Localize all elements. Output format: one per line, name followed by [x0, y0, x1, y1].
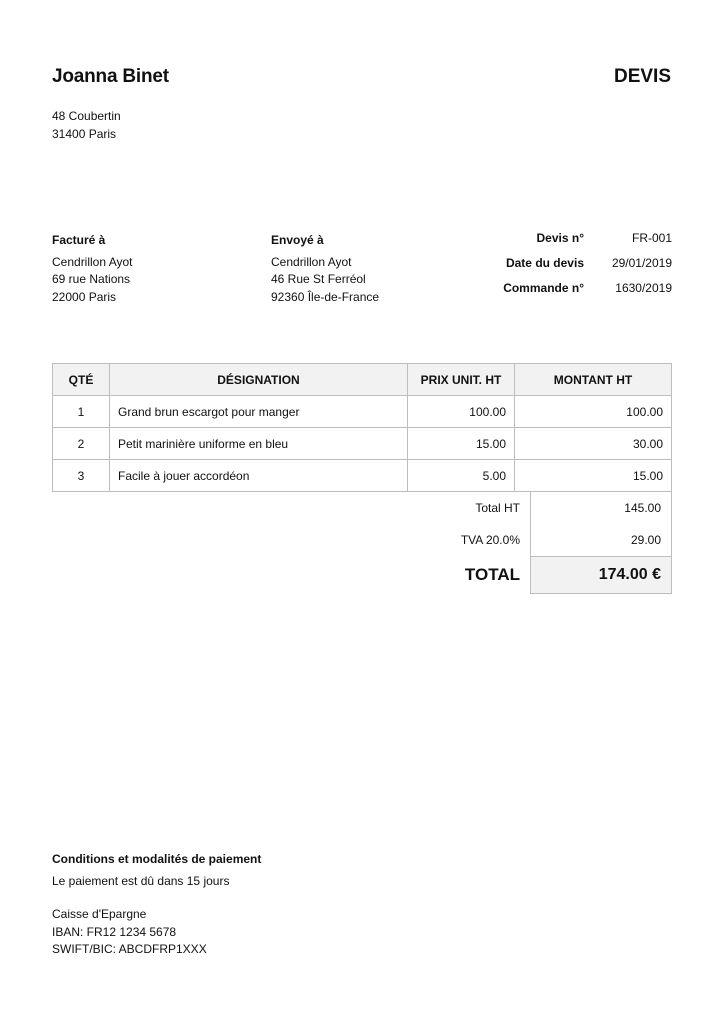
row-qty: 3	[53, 460, 110, 492]
seller-address-line1: 48 Coubertin	[52, 109, 121, 123]
bank-swift: SWIFT/BIC: ABCDFRP1XXX	[52, 942, 207, 956]
seller-address	[52, 108, 121, 143]
meta-label: Commande n°	[503, 281, 584, 295]
document-title: DEVIS	[613, 66, 671, 87]
ship-to-line2: 92360 Île-de-France	[271, 289, 380, 304]
tax-value: 29.00	[530, 524, 672, 556]
meta-value: FR-001	[631, 231, 672, 245]
table-row	[53, 428, 672, 460]
bill-to-label: Facturé à	[52, 233, 106, 247]
header-qty: QTÉ	[53, 364, 110, 396]
bank-details	[52, 906, 207, 959]
subtotal-row	[52, 492, 672, 524]
grand-total-label: TOTAL	[464, 565, 520, 584]
row-unit-price: 100.00	[408, 396, 515, 428]
bill-to-line1: 69 rue Nations	[52, 272, 131, 286]
table-row	[53, 460, 672, 492]
meta-row-order-number	[412, 281, 672, 306]
bill-to-line2: 22000 Paris	[52, 289, 117, 304]
meta-label: Date du devis	[505, 256, 584, 270]
meta-value: 1630/2019	[615, 281, 672, 295]
subtotal-label: Total HT	[475, 501, 520, 515]
header-designation: DÉSIGNATION	[110, 364, 408, 396]
tax-row	[52, 524, 672, 556]
bill-to-block	[52, 232, 133, 306]
meta-label: Devis n°	[536, 231, 584, 245]
seller-address-line2: 31400 Paris	[52, 126, 117, 141]
row-amount: 100.00	[515, 396, 672, 428]
row-amount: 30.00	[515, 428, 672, 460]
row-designation: Facile à jouer accordéon	[110, 460, 408, 492]
seller-name: Joanna Binet	[52, 66, 169, 87]
payment-terms-title: Conditions et modalités de paiement	[52, 852, 262, 866]
payment-terms-text: Le paiement est dû dans 15 jours	[52, 873, 230, 888]
totals-block	[52, 492, 672, 594]
grand-total-value: 174.00 €	[530, 556, 672, 594]
row-qty: 2	[53, 428, 110, 460]
row-qty: 1	[53, 396, 110, 428]
row-amount: 15.00	[515, 460, 672, 492]
bill-to-name: Cendrillon Ayot	[52, 254, 133, 269]
header-amount: MONTANT HT	[515, 364, 672, 396]
meta-row-quote-number	[412, 231, 672, 256]
row-designation: Petit marinière uniforme en bleu	[110, 428, 408, 460]
row-designation: Grand brun escargot pour manger	[110, 396, 408, 428]
ship-to-block	[271, 232, 379, 306]
table-header-row	[53, 364, 672, 396]
meta-row-quote-date	[412, 256, 672, 281]
payment-terms	[52, 851, 261, 890]
line-items-table	[52, 363, 672, 492]
ship-to-line1: 46 Rue St Ferréol	[271, 272, 366, 286]
bank-name: Caisse d'Epargne	[52, 907, 147, 921]
bank-iban: IBAN: FR12 1234 5678	[52, 924, 177, 939]
row-unit-price: 5.00	[408, 460, 515, 492]
ship-to-label: Envoyé à	[271, 233, 324, 247]
subtotal-value: 145.00	[530, 492, 672, 524]
header-unit-price: PRIX UNIT. HT	[408, 364, 515, 396]
tax-label: TVA 20.0%	[460, 533, 520, 547]
table-row	[53, 396, 672, 428]
meta-value: 29/01/2019	[611, 256, 672, 270]
quote-meta	[412, 231, 672, 306]
ship-to-name: Cendrillon Ayot	[271, 254, 352, 269]
row-unit-price: 15.00	[408, 428, 515, 460]
grand-total-row	[52, 556, 672, 594]
